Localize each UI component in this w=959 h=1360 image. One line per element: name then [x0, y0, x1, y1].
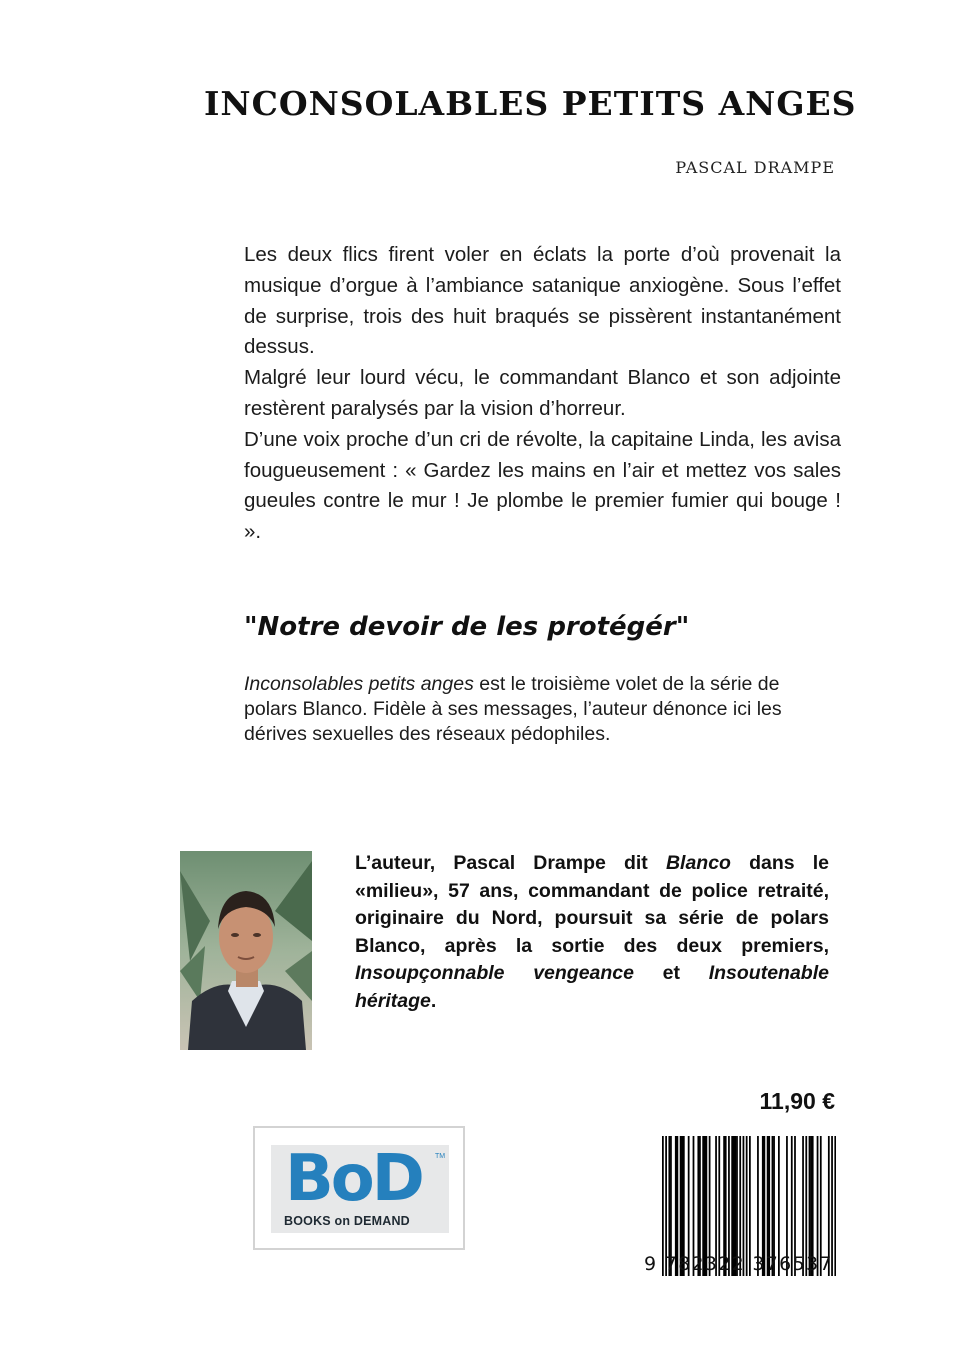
author-portrait-image [180, 851, 312, 1050]
author-photo [180, 851, 312, 1050]
publisher-logo-panel [271, 1142, 449, 1233]
author-name: PASCAL DRAMPE [675, 158, 835, 177]
excerpt-paragraph: Malgré leur lourd vécu, le commandant Blanco et son adjointe restèrent paralysés par la vision d’horreur. [244, 366, 841, 420]
isbn-number: 9 782322 376537 [644, 1253, 833, 1275]
excerpt-paragraph: D’une voix proche d’un cri de révolte, la capitaine Linda, les avisa fougueusement : « Gardez les mains en l’air et mettez vos sales gueules contre le mur ! Je plombe le premier fumier qui bouge ! ». [244, 427, 841, 544]
bio-text: dans le «milieu», 57 ans, commandant de police retraité, originaire du Nord, poursuit sa série de polars Blanco, après la sortie des deux premiers, [355, 852, 829, 957]
bio-nickname: Blanco [665, 852, 731, 874]
bio-book-title: Insoupçonnable vengeance [355, 962, 634, 984]
blurb-text: est le troisième volet de la série de polars Blanco. Fidèle à ses messages, l’auteur dénonce ici les dérives sexuelles des réseaux pédophiles. [244, 673, 782, 745]
bio-book-title: Insoutenable héritage [355, 962, 829, 1012]
excerpt [244, 240, 841, 548]
tagline: "Notre devoir de les protégér" [244, 612, 690, 642]
bio-text: L’auteur, Pascal Drampe dit [355, 852, 666, 874]
publisher-logo-text: BoD [285, 1142, 422, 1216]
bio-text: . [430, 989, 437, 1012]
trademark-mark: TM [435, 1153, 446, 1160]
price: 11,90 € [759, 1088, 835, 1114]
publisher-logo [253, 1126, 465, 1250]
bio-text: et [634, 962, 709, 984]
blurb [244, 672, 834, 747]
book-title: INCONSOLABLES PETITS ANGES [204, 84, 857, 123]
author-bio [355, 850, 829, 1015]
blurb-book-title: Inconsolables petits anges [244, 673, 474, 695]
publisher-name: BOOKS on DEMAND [284, 1214, 410, 1228]
excerpt-paragraph: Les deux flics firent voler en éclats la porte d’où provenait la musique d’orgue à l’ambiance satanique anxiogène. Sous l’effet de surprise, trois des huit braqués se pissèrent instantanément dessus. [244, 243, 841, 359]
